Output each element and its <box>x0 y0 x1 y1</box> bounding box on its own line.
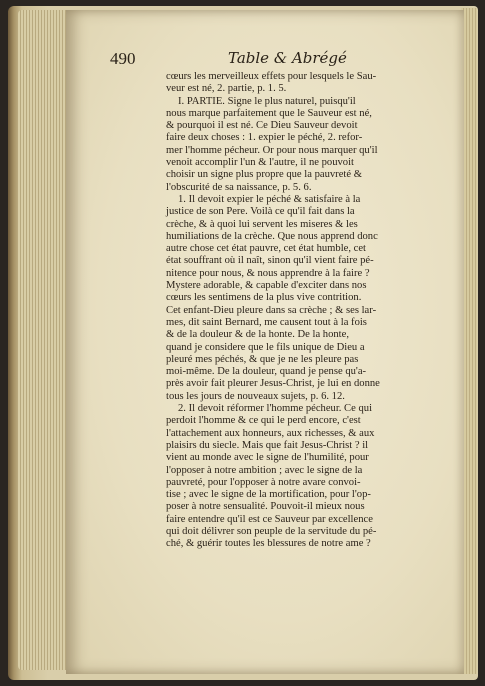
text-line: mer l'homme pécheur. Or pour nous marquer qu'il <box>166 144 378 156</box>
page-header <box>110 49 430 73</box>
text-line: Mystere adorable, & capable d'exciter dans nos <box>166 280 367 292</box>
text-line: ché, & guérir toutes les blessures de notre ame ? <box>166 538 371 550</box>
text-line: plaisirs du siecle. Mais que fait Jesus-Christ ? il <box>166 439 369 451</box>
text-line: 2. Il devoit réformer l'homme pécheur. Ce qui <box>178 403 373 415</box>
text-line: l'opposer à notre ambition ; avec le signe de la <box>166 464 363 476</box>
page-number: 490 <box>110 49 136 68</box>
text-line: faire deux choses : 1. expier le péché, 2. refor- <box>166 132 363 144</box>
text-line: nitence pour nous, & nous apprendre à la faire ? <box>166 267 370 279</box>
text-line: pauvreté, pour l'opposer à notre avare convoi- <box>166 476 361 488</box>
text-line: & pourquoi il est né. Ce Dieu Sauveur devoit <box>166 120 358 132</box>
text-line: autre chose cet état pauvre, cet état humble, cet <box>166 243 366 255</box>
text-line: faire entendre qu'il est ce Sauveur par excellence <box>166 513 373 525</box>
text-line: pleuré mes péchés, & que je ne les pleure pas <box>166 353 359 365</box>
text-line: l'attachement aux honneurs, aux richesses, & aux <box>166 427 375 439</box>
text-line: Cet enfant-Dieu pleure dans sa crèche ; & ses lar- <box>166 304 377 316</box>
text-line: venoit accomplir l'un & l'autre, il ne pouvoit <box>166 157 354 169</box>
text-line: humiliations de la crèche. Que nous apprend donc <box>166 230 378 242</box>
text-line: cœurs les sentimens de la plus vive contrition. <box>166 292 362 304</box>
text-line: vient au monde avec le signe de l'humilité, pour <box>166 452 369 464</box>
text-line: qui doit délivrer son peuple de la servitude du pé- <box>166 525 377 537</box>
text-line: moi-même. De la douleur, quand je pense qu'a- <box>166 366 367 378</box>
text-line: I. PARTIE. Signe le plus naturel, puisqu'il <box>178 95 356 107</box>
text-line: crèche, & à quoi lui servent les miseres & les <box>166 218 358 230</box>
running-title: Table & Abrégé <box>228 49 347 67</box>
text-line: poser à notre sensualité. Pouvoit-il mieux nous <box>166 501 365 513</box>
text-line: & de la douleur & de la honte. De la honte, <box>166 329 349 341</box>
text-line: perdoit l'homme & ce qui le perd encore, c'est <box>166 415 361 427</box>
text-line: près avoir fait pleurer Jesus-Christ, je lui en donne <box>166 378 380 390</box>
text-line: nous marque parfaitement que le Sauveur est né, <box>166 107 372 119</box>
text-line: tise ; avec le signe de la mortification, pour l'op- <box>166 489 371 501</box>
text-line: cœurs les merveilleux effets pour lesquels le Sau- <box>166 71 377 82</box>
body-text <box>166 71 414 551</box>
text-line: 1. Il devoit expier le péché & satisfaire à la <box>178 193 361 205</box>
text-line: état souffrant où il naît, sinon qu'il vient faire pé- <box>166 255 374 267</box>
text-line: mes, dit saint Bernard, me causent tout à la fois <box>166 316 367 328</box>
text-line: veur est né, 2. partie, p. 1. 5. <box>166 83 287 95</box>
text-line: l'obscurité de sa naissance, p. 5. 6. <box>166 181 312 193</box>
page-stack-left <box>18 10 68 670</box>
text-line: justice de son Pere. Voilà ce qu'il fait dans la <box>166 206 355 218</box>
text-line: choisir un signe plus propre que la pauvreté & <box>166 169 362 181</box>
text-line: tous les jours de nouveaux sujets, p. 6. 12. <box>166 390 345 402</box>
text-line: quand je considere que le fils unique de Dieu a <box>166 341 365 353</box>
